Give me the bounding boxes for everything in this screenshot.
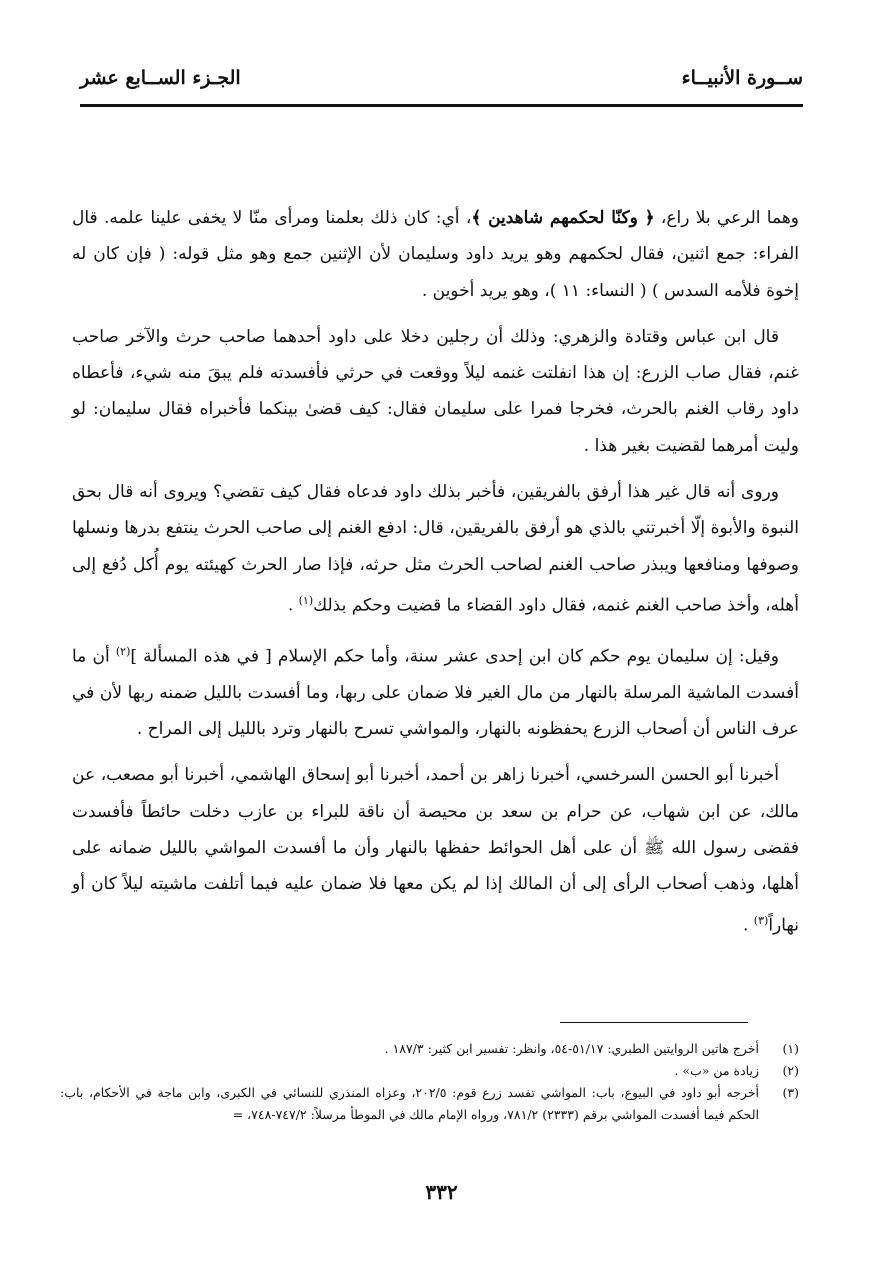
- paragraph-1-text-b: ، أي: كان ذلك بعلمنا ومرأى منّا لا يخفى علينا علمه. قال الفراء: جمع اثنين، فقال لحكمهم وهو يريد داود وسليمان لأن الإثنين جمع وهو مثل قوله: ( فإن كان له إخوة فلأمه السدس ) ( النساء: ١١ )، وهو يريد أخوين .: [72, 208, 799, 301]
- paragraph-4: [72, 634, 799, 748]
- paragraph-1-text-a: وهما الرعي بلا راع،: [654, 208, 799, 228]
- footnote-number: (٣): [782, 1085, 799, 1100]
- footnote-1: [60, 1038, 799, 1060]
- footnote-number: (٢): [782, 1063, 799, 1078]
- footnote-text: زيادة من «ب» .: [674, 1063, 759, 1078]
- paragraph-2: قال ابن عباس وقتادة والزهري: وذلك أن رجلين دخلا على داود أحدهما صاحب حرث والآخر صاحب غنم، فقال صاب الزرع: إن هذا انفلتت غنمه ليلاً ووقعت في حرثي فأفسدته فلم يبقَ منه شيء، فأعطاه داود رقاب الغنم بالحرث، فخرجا فمرا على سليمان فقال: كيف قضىٰ بينكما فأخبراه فقال سليمان: لو وليت أمرهما لقضيت بغير هذا .: [72, 326, 799, 456]
- page-number: ٣٣٢: [425, 1180, 458, 1204]
- paragraph-5: [72, 757, 799, 943]
- header-rule: [80, 104, 803, 107]
- footnote-number: (١): [782, 1041, 799, 1056]
- footnote-ref-3[interactable]: (٣): [753, 913, 769, 927]
- paragraph-5-text: أخبرنا أبو الحسن السرخسي، أخبرنا زاهر بن أحمد، أخبرنا أبو إسحاق الهاشمي، أخبرنا أبو مصعب، عن مالك، عن ابن شهاب، عن حرام بن سعد بن محيصة أن ناقة للبراء بن عازب دخلت حائطاً فأفسدت فقضى رسول الله ﷺ أن على أهل الحوائط حفظها بالنهار وأن ما أفسدت المواشي بالليل ضمانه على أهلها، وذهب أصحاب الرأى إلى أن المالك إذا لم يكن معها فلا ضمان عليه فيما أتلفت ماشيته ليلاً كان أو نهاراً: [72, 765, 799, 936]
- running-header: [80, 60, 803, 96]
- paragraph-3: [72, 474, 799, 624]
- footnote-text: أخرج هاتين الروايتين الطبري: ٥١/١٧-٥٤، وانظر: تفسير ابن كثير: ١٨٧/٣ .: [384, 1041, 759, 1056]
- surah-title: ســورة الأنبيــاء: [681, 67, 803, 89]
- main-text: [72, 200, 799, 954]
- paragraph-3-end: .: [287, 595, 299, 616]
- paragraph-4-text-a: وقيل: إن سليمان يوم حكم كان ابن إحدى عشر سنة، وأما حكم الإسلام [ في هذه المسألة ]: [130, 646, 779, 667]
- footnotes: [60, 1038, 799, 1126]
- footnote-text: أخرجه أبو داود في البيوع، باب: المواشي تفسد زرع قوم: ٢٠٢/٥، وعزاه المنذري للنسائي في الكبرى، وابن ماجة في الأحكام، باب: الحكم فيما أفسدت المواشي برقم (٢٣٣٣) ٧٨١/٢، ورواه الإمام مالك في الموطأ مرسلاً: ٧٤٧/٢-٧٤٨، =: [60, 1085, 759, 1122]
- quran-quote: ﴿ وكنّا لحكمهم شاهدين ﴾: [471, 208, 655, 228]
- part-title: الجـزء الســابع عشر: [80, 67, 241, 89]
- paragraph-3-text: وروى أنه قال غير هذا أرفق بالفريقين، فأخبر بذلك داود فدعاه فقال كيف تقضي؟ ويروى أنه قال بحق النبوة والأبوة إلّا أخبرتني بالذي هو أرفق بالفريقين، قال: ادفع الغنم إلى صاحب الحرث ينتفع بدرها ونسلها وصوفها ومنافعها ويبذر صاحب الغنم لصاحب الحرث مثل حرثه، فإذا صار الحرث كهيئته يوم أُكل دُفع إلى أهله، وأخذ صاحب الغنم غنمه، فقال داود القضاء ما قضيت وحكم بذلك: [72, 482, 799, 616]
- footnote-ref-2[interactable]: (٢): [115, 644, 131, 658]
- paragraph-5-end: .: [742, 915, 754, 936]
- footnote-ref-1[interactable]: (١): [298, 593, 314, 607]
- paragraph-4-text-b: أن ما أفسدت الماشية المرسلة بالنهار من مال الغير فلا ضمان على ربها، وما أفسدت بالليل ضمنه ربها لأن في عرف الناس أن أصحاب الزرع يحفظونه بالنهار، والمواشي تسرح بالنهار وترد بالليل إلى المراح .: [72, 646, 799, 740]
- footnote-rule: [560, 1022, 748, 1023]
- paragraph-1: [72, 200, 799, 309]
- footnote-3: [60, 1082, 799, 1126]
- footnote-2: [60, 1060, 799, 1082]
